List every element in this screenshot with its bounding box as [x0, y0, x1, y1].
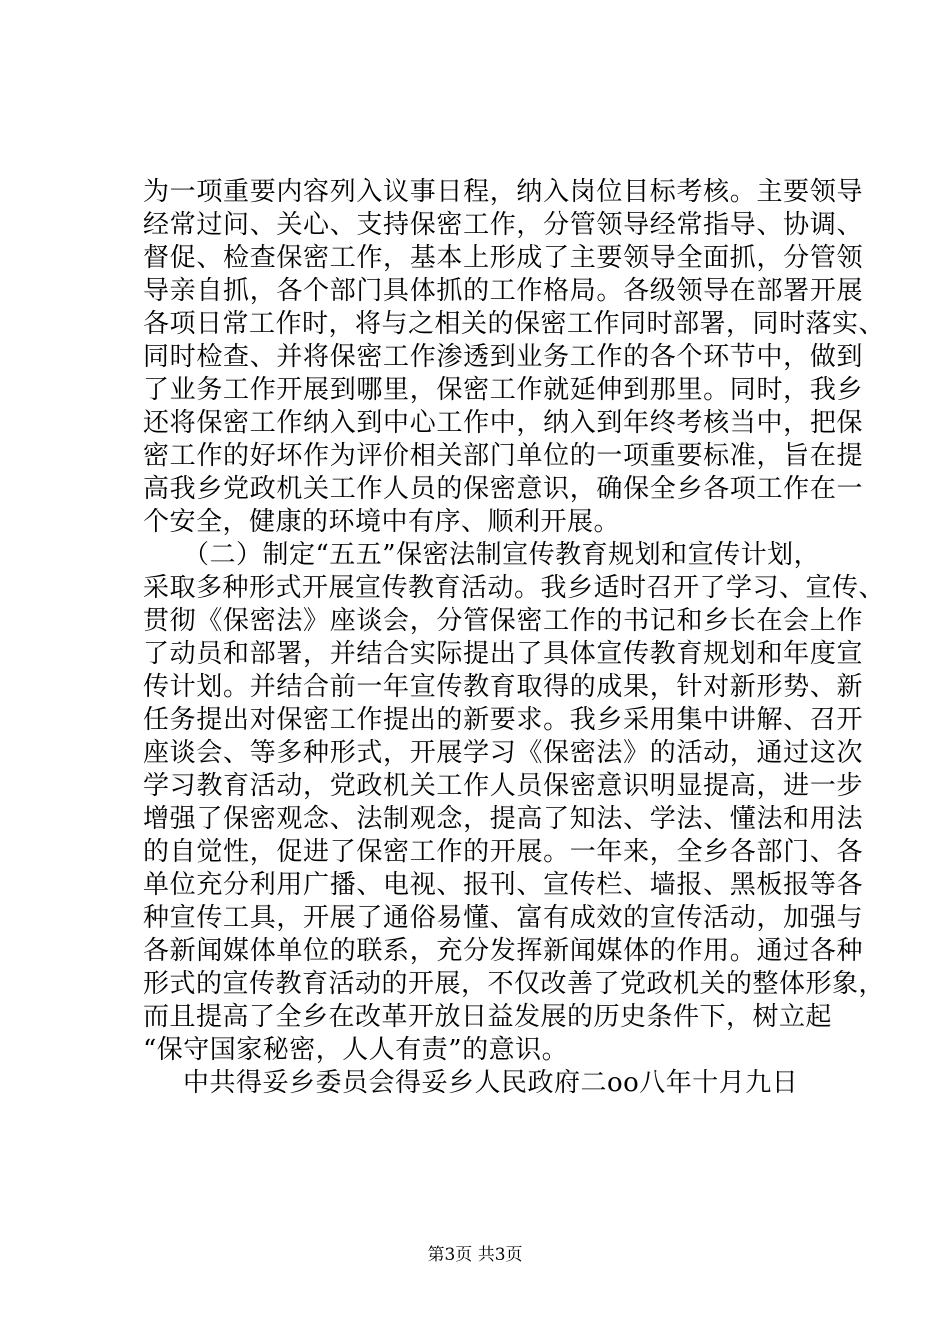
- body-line: 单位充分利用广播、电视、报刊、宣传栏、墙报、黑板报等各: [143, 870, 863, 900]
- body-line: 了业务工作开展到哪里，保密工作就延伸到那里。同时，我乡: [143, 375, 863, 405]
- body-line-paragraph-end: “保守国家秘密，人人有责”的意识。: [143, 1035, 569, 1065]
- body-line: 采取多种形式开展宣传教育活动。我乡适时召开了学习、宣传、: [143, 573, 886, 603]
- body-line: 还将保密工作纳入到中心工作中，纳入到年终考核当中，把保: [143, 408, 863, 438]
- body-line: 学习教育活动，党政机关工作人员保密意识明显提高，进一步: [143, 771, 863, 801]
- body-line: 各项日常工作时，将与之相关的保密工作同时部署，同时落实、: [143, 309, 886, 339]
- body-line: 任务提出对保密工作提出的新要求。我乡采用集中讲解、召开: [143, 705, 863, 735]
- document-body: [143, 176, 886, 1100]
- body-line: 了动员和部署，并结合实际提出了具体宣传教育规划和年度宣: [143, 639, 863, 669]
- body-line: 传计划。并结合前一年宣传教育取得的成果，针对新形势、新: [143, 672, 863, 702]
- body-line: 增强了保密观念、法制观念，提高了知法、学法、懂法和用法: [143, 804, 863, 834]
- body-line: 督促、检查保密工作，基本上形成了主要领导全面抓，分管领: [143, 243, 863, 273]
- body-line: 座谈会、等多种形式，开展学习《保密法》的活动，通过这次: [143, 738, 863, 768]
- body-line: 而且提高了全乡在改革开放日益发展的历史条件下，树立起: [143, 1002, 833, 1032]
- signature-line: 中共得妥乡委员会得妥乡人民政府二oo八年十月九日: [183, 1068, 799, 1098]
- body-line: 种宣传工具，开展了通俗易懂、富有成效的宣传活动，加强与: [143, 903, 863, 933]
- body-line: 密工作的好坏作为评价相关部门单位的一项重要标准，旨在提: [143, 441, 863, 471]
- section-heading-line: （二）制定“五五”保密法制宣传教育规划和宣传计划，: [183, 540, 821, 570]
- body-line: 导亲自抓，各个部门具体抓的工作格局。各级领导在部署开展: [143, 276, 863, 306]
- body-line: 的自觉性，促进了保密工作的开展。一年来，全乡各部门、各: [143, 837, 863, 867]
- body-line: 经常过问、关心、支持保密工作，分管领导经常指导、协调、: [143, 210, 863, 240]
- body-line: 各新闻媒体单位的联系，充分发挥新闻媒体的作用。通过各种: [143, 936, 863, 966]
- body-line: 同时检查、并将保密工作渗透到业务工作的各个环节中，做到: [143, 342, 863, 372]
- page-number-footer: 第3页 共3页: [427, 1245, 523, 1265]
- body-line-paragraph-end: 个安全，健康的环境中有序、顺利开展。: [143, 507, 621, 537]
- body-line: 为一项重要内容列入议事日程，纳入岗位目标考核。主要领导: [143, 177, 863, 207]
- body-line: 形式的宣传教育活动的开展，不仅改善了党政机关的整体形象，: [143, 969, 886, 999]
- body-line: 高我乡党政机关工作人员的保密意识，确保全乡各项工作在一: [143, 474, 863, 504]
- body-line: 贯彻《保密法》座谈会，分管保密工作的书记和乡长在会上作: [143, 606, 863, 636]
